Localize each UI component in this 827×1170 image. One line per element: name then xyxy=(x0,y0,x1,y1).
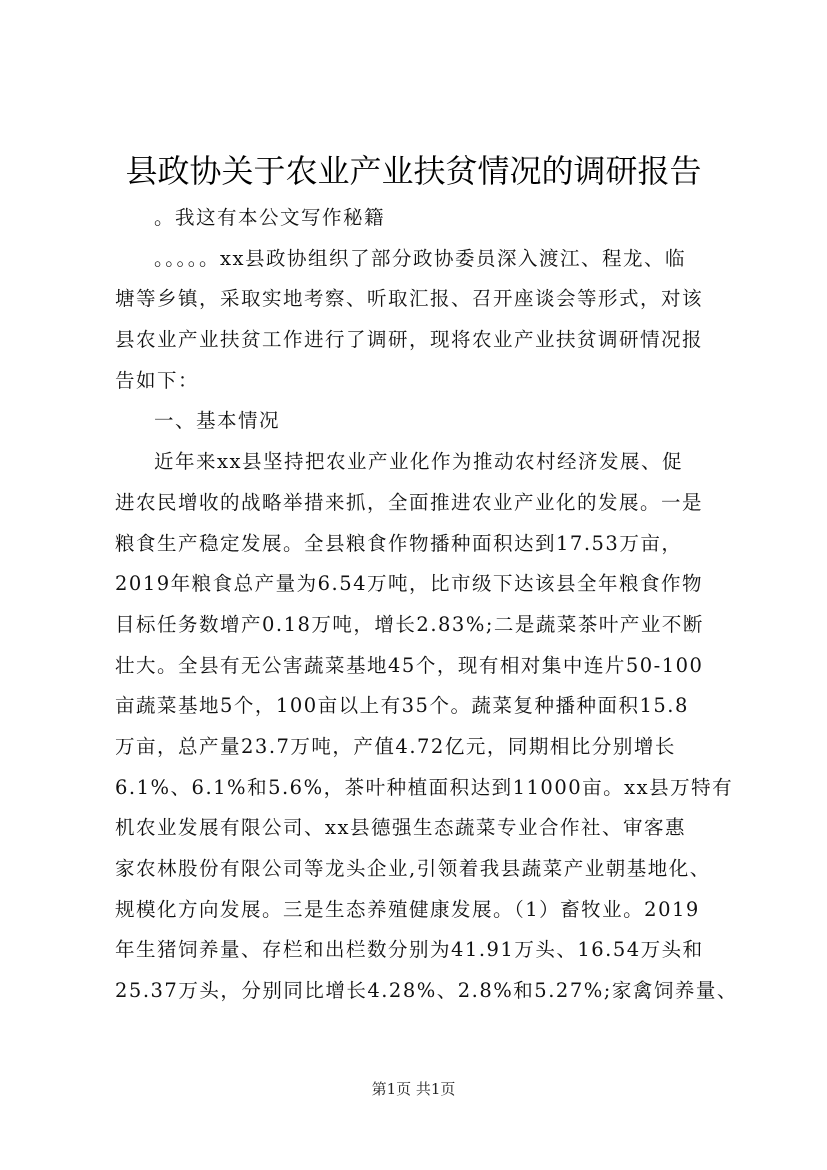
paragraph-line: 。我这有本公文写作秘籍 xyxy=(154,206,386,229)
paragraph-line: 。。。。。xx县政协组织了部分政协委员深入渡江、程龙、临 xyxy=(154,246,686,270)
paragraph-line: 近年来xx县坚持把农业产业化作为推动农村经济发展、促 xyxy=(154,450,683,474)
paragraph-line: 粮食生产稳定发展。全县粮食作物播种面积达到17.53万亩， xyxy=(115,531,683,555)
paragraph-line: 家农林股份有限公司等龙头企业,引领着我县蔬菜产业朝基地化、 xyxy=(115,857,711,880)
paragraph-line: 年生猪饲养量、存栏和出栏数分别为41.91万头、16.54万头和 xyxy=(115,938,704,962)
document-title: 县政协关于农业产业扶贫情况的调研报告 xyxy=(125,152,702,190)
paragraph-line: 6.1%、6.1%和5.6%，茶叶种植面积达到11000亩。xx县万特有 xyxy=(115,775,734,799)
page-footer: 第1页 共1页 xyxy=(371,1080,456,1098)
paragraph-line: 壮大。全县有无公害蔬菜基地45个，现有相对集中连片50-100 xyxy=(115,653,704,677)
paragraph-line: 塘等乡镇，采取实地考察、听取汇报、召开座谈会等形式，对该 xyxy=(115,287,704,311)
paragraph-line: 2019年粮食总产量为6.54万吨，比市级下达该县全年粮食作物 xyxy=(115,572,704,596)
paragraph-line: 告如下： xyxy=(115,368,200,392)
paragraph-line: 25.37万头，分别同比增长4.28%、2.8%和5.27%;家禽饲养量、 xyxy=(115,979,738,1003)
paragraph-line: 目标任务数增产0.18万吨，增长2.83%;二是蔬菜茶叶产业不断 xyxy=(115,612,704,636)
paragraph-line: 进农民增收的战略举措来抓，全面推进农业产业化的发展。一是 xyxy=(115,490,704,514)
document-body xyxy=(115,198,740,1012)
paragraph-line: 规模化方向发展。三是生态养殖健康发展。（1）畜牧业。2019 xyxy=(115,897,700,921)
paragraph-line: 机农业发展有限公司、xx县德强生态蔬菜专业合作社、审客惠 xyxy=(115,816,686,840)
paragraph-line: 县农业产业扶贫工作进行了调研，现将农业产业扶贫调研情况报 xyxy=(115,328,704,352)
section-heading: 一、基本情况 xyxy=(154,409,281,433)
paragraph-line: 万亩，总产量23.7万吨，产值4.72亿元，同期相比分别增长 xyxy=(115,734,676,758)
paragraph-line: 亩蔬菜基地5个，100亩以上有35个。蔬菜复种播种面积15.8 xyxy=(115,694,689,718)
